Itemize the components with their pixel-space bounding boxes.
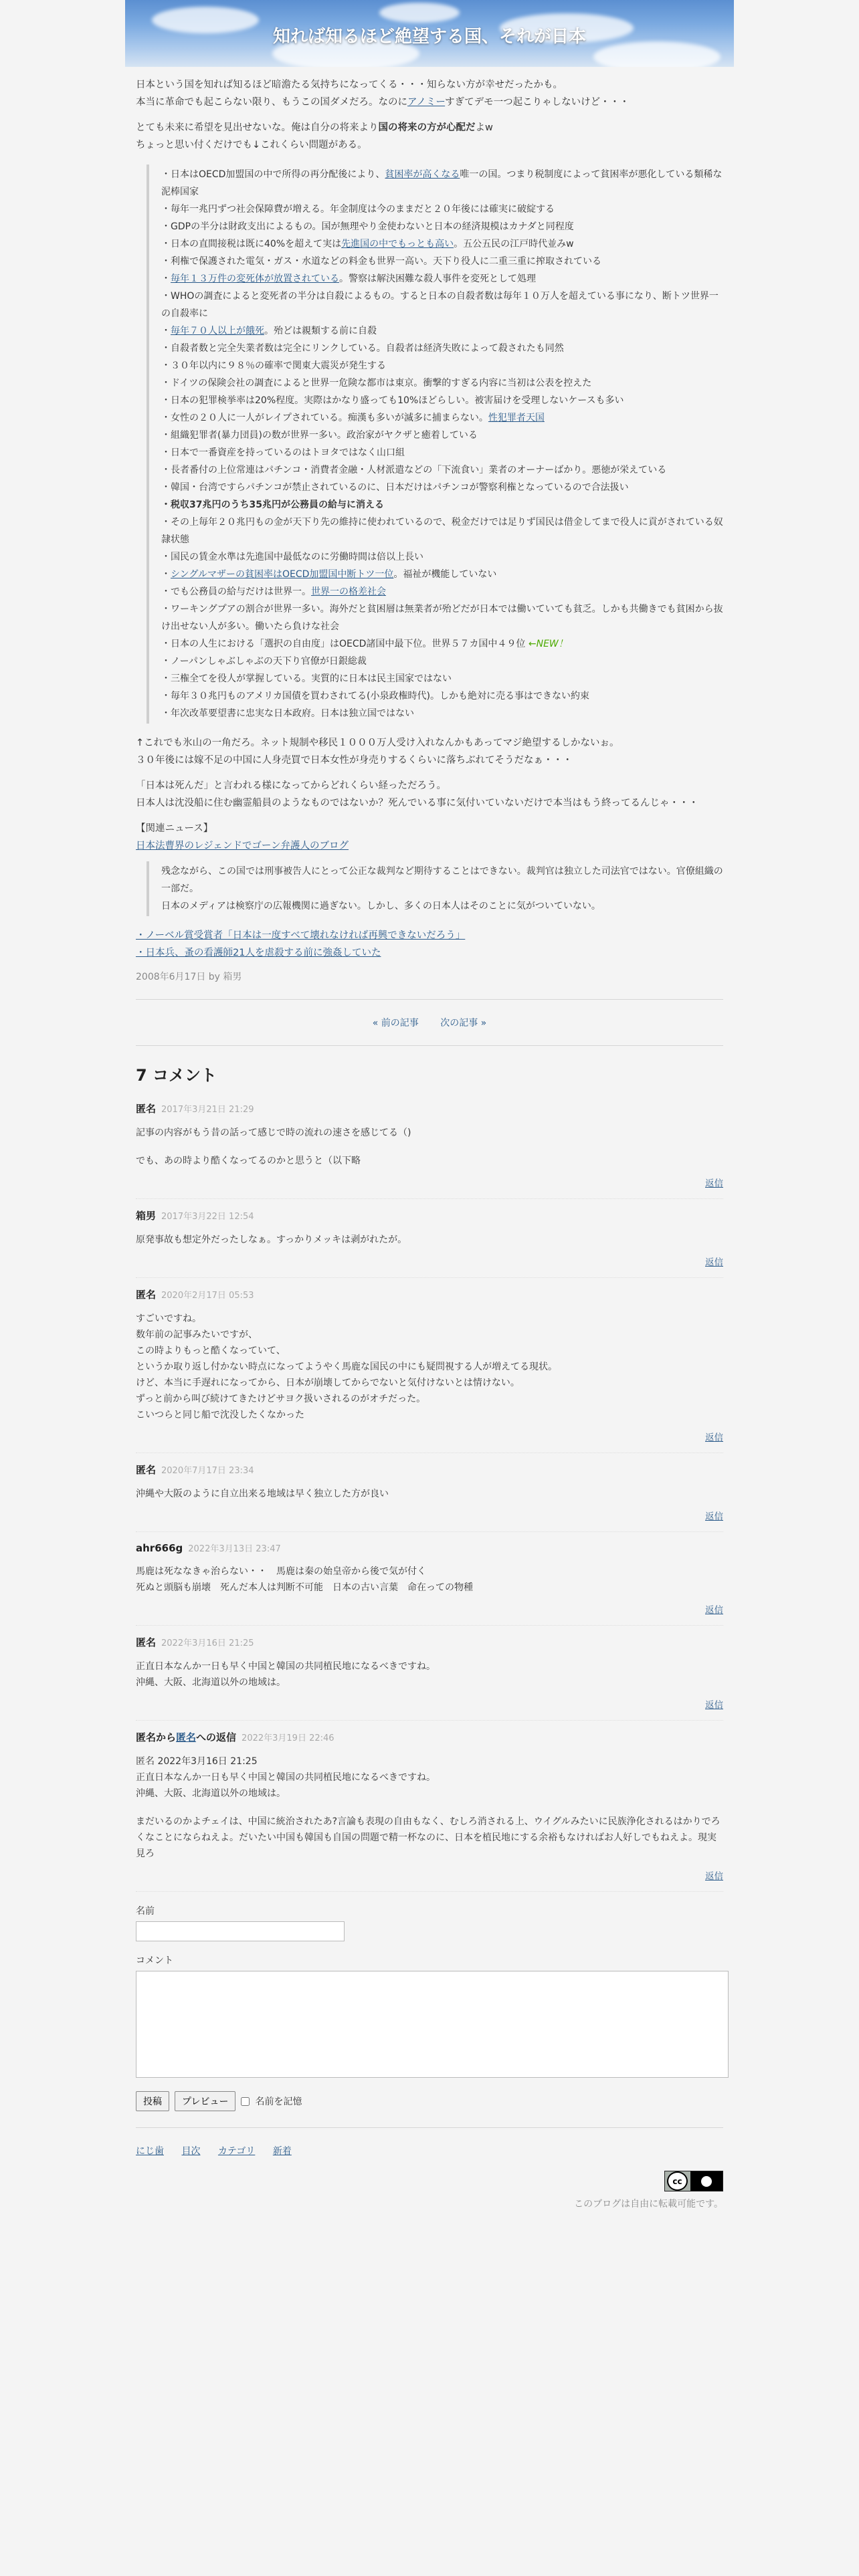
comment-body [136,1564,723,1596]
list-item: ・利権で保護された電気・ガス・水道などの料金も世界一高い。天下り役人に二重三重に搾取されている [161,256,601,267]
related-news-link[interactable]: ・日本兵、蚤の看護師21人を虐殺する前に強姦していた [136,948,381,958]
comment-date: 2017年3月21日 21:29 [161,1105,254,1115]
comment-header [136,1287,723,1301]
comment-author: 匿名 [136,1289,157,1301]
comment-line: というか取り返し付かない時点になってようやく馬鹿な国民の中にも疑問視する人が増えてる現状。 [136,1362,557,1372]
cc-icon: cc [667,2171,688,2191]
comment-reply-row [136,1509,723,1532]
comment-line: でも、あの時より酷くなってるのかと思うと（以下略 [136,1156,361,1166]
attribution-icon [690,2171,723,2191]
list-item: ・GDPの半分は財政支出によるもの。国が無理やり金使わないと日本の経済規模はカナダと同程度 [161,221,574,232]
comment-item [136,1208,723,1278]
divider [136,1045,723,1046]
comment-author: 匿名 [136,1464,157,1476]
list-item: ・長者番付の上位常連はパチンコ・消費者金融・人材派遣などの「下流食い」業者のオーナーばかり。悪徳が栄えている [161,465,667,475]
lead-line: ちょっと思い付くだけでも↓これくらい問題がある。 [136,140,367,150]
inline-link[interactable]: 毎年１３万件の変死体が放置されている [171,274,339,284]
comment-item [136,1101,723,1199]
reply-link[interactable]: 返信 [705,1257,723,1268]
prev-post-link[interactable]: « 前の記事 [372,1018,419,1029]
body-line: ↑これでも氷山の一角だろ。ネット規制や移民１０００万人受け入れなんかもあってマジ絶望するしかないぉ。 [136,738,619,748]
comment-item [136,1635,723,1721]
preview-button[interactable]: プレビュー [175,2091,235,2111]
comment-header [136,1101,723,1115]
inline-link[interactable]: 世界一の格差社会 [311,586,386,597]
reply-link[interactable]: 返信 [705,1511,723,1522]
comment-line: まだいるのかよチェイは、中国に統治されたあ?言論も表現の自由もなく、むしろ消される上、ウイグルみたいに民族浄化されるはかりでろくなことにならねえよ。だいたい中国も韓国も自国の問題で精一杯なのに、日本を植民地にする余裕もなければお人好しでもねえよ。現実見ろ [136,1816,721,1859]
body-line: ３０年後には嫁不足の中国に人身売買で日本女性が身売りするくらいに落ちぶれてそうだなぁ・・・ [136,755,573,766]
page-wrapper [125,0,734,2210]
list-item: ・日本はOECD加盟国の中で所得の再分配後により、貧困率が高くなる唯一の国。つまり税制度によって貧困率が悪化している類稀な泥棒国家 [161,169,723,197]
comment-line: 原発事故も想定外だったしなぁ。すっかりメッキは剥がれたが。 [136,1235,407,1245]
comment-line: 記事の内容がもう昔の話って感じで時の流れの速さを感じてる（) [136,1128,411,1138]
name-label: 名前 [136,1906,155,1917]
comment-reply-row [136,1430,723,1453]
comment-line [136,1802,723,1814]
comment-reply-row [136,1255,723,1278]
remember-label: 名前を記憶 [255,2097,302,2107]
comment-line [136,1141,723,1153]
comment-author: 匿名 [136,1103,157,1115]
comment-line: 沖縄や大阪のように自立出来る地域は早く独立した方が良い [136,1489,389,1499]
list-item: ・日本の直間接税は既に40%を超えて実は先進国の中でもっとも高い。五公五民の江戸時代並みw [161,239,574,249]
list-item: ・税収37兆円のうち35兆円が公務員の給与に消える [161,500,384,510]
divider [136,999,723,1000]
list-item: ・ノーパンしゃぶしゃぶの天下り官僚が日銀総裁 [161,656,367,667]
body-line: 日本人は沈没船に住む幽霊船員のようなものではないか？死んでいる事に気付いていないだけで本当はもう終ってるんじゃ・・・ [136,798,698,809]
anomie-link[interactable]: アノミー [407,97,446,108]
comment-item [136,1541,723,1626]
comment-date: 2020年7月17日 23:34 [161,1466,254,1476]
related-links [136,927,723,962]
related-quote [147,861,723,916]
comment-body [136,1232,723,1248]
lead-bold: 国の将来の方が心配だ [378,122,476,133]
next-post-link[interactable]: 次の記事 » [440,1018,487,1029]
list-item: ・毎年７０人以上が餓死。殆どは親類する前に自殺 [161,326,377,336]
remember-checkbox[interactable] [241,2097,250,2106]
footer-link-index[interactable]: 目次 [181,2146,201,2157]
comment-line: 沖縄、大阪、北海道以外の地域は。 [136,1677,286,1688]
list-item: ・女性の２０人に一人がレイプされている。痴漢も多いが滅多に捕まらない。性犯罪者天国 [161,413,545,423]
article [125,67,734,2210]
comment-textarea[interactable] [136,1971,729,2078]
list-item: ・毎年一兆円ずつ社会保障費が増える。年金制度は今のままだと２０年後には確実に破綻する [161,204,555,215]
footer-link-category[interactable]: カテゴリ [217,2146,256,2157]
lead-line: 本当に革命でも起こらない限り、もうこの国ダメだろ。なのにアノミーすぎてデモ一つ起こりゃしないけど・・・ [136,97,630,108]
list-item: ・日本の人生における「選択の自由度」はOECD諸国中最下位。世界５７カ国中４９位 ←NEW！ [161,639,568,649]
body-line: 「日本は死んだ」と言われる様になってからどれくらい経っただろう。 [136,780,446,791]
comment-date: 2022年3月19日 22:46 [242,1733,335,1743]
comment-line: 沖縄、大阪、北海道以外の地域は。 [136,1788,286,1799]
list-item: ・自殺者数と完全失業者数は完全にリンクしている。自殺者は経済失敗によって殺されたも同然 [161,343,564,354]
article-lead [136,76,723,154]
list-item: ・韓国・台湾ですらパチンコが禁止されているのに、日本だけはパチンコが警察利権となっているので合法扱い [161,482,629,493]
license-area [136,2171,723,2191]
list-item: ・国民の賃金水準は先進国中最低なのに労働時間は倍以上長い [161,552,423,562]
comment-author-tail: への返信 [196,1731,237,1743]
related-heading: 【関連ニュース】 [136,823,213,834]
comment-header [136,1208,723,1222]
comment-line: 死ぬと頭脳も崩壊 死んだ本人は判断不可能 日本の古い言葉 命在っての物種 [136,1582,473,1593]
comment-date: 2022年3月16日 21:25 [161,1638,254,1648]
footer-link-new[interactable]: 新着 [272,2146,292,2157]
comments-title: 7 コメント [136,1066,217,1085]
comment-form [136,1904,723,2111]
comment-body [136,1486,723,1502]
inline-link[interactable]: 先進国の中でもっとも高い [341,239,454,249]
list-item: ・年次改革要望書に忠実な日本政府。日本は独立国ではない [161,708,414,719]
list-item: ・毎年３０兆円ものアメリカ国債を買わされてる(小泉政権時代)。しかも絶対に売る事はできない約束 [161,691,589,702]
reply-link[interactable]: 返信 [705,1871,723,1882]
lead-line: とても未来に希望を見出せないな。俺は自分の将来より国の将来の方が心配だよw [136,122,493,133]
comment-line: 匿名 2022年3月16日 21:25 [136,1756,258,1767]
cloud-decoration [379,3,460,23]
comment-body [136,1125,723,1169]
comment-line: 数年前の記事みたいですが、 [136,1329,258,1340]
list-item: ・組織犯罪者(暴力団員)の数が世界一多い。政治家がヤクザと癒着している [161,430,478,441]
comment-author: ahr666g [136,1542,183,1554]
form-actions [136,2091,723,2111]
header-banner [125,0,734,67]
license-notice: このブログは自由に転載可能です。 [574,2199,723,2210]
inline-link[interactable]: 貧困率が高くなる [385,169,460,180]
related-link[interactable]: 日本法曹界のレジェンドでゴーン弁護人のブログ [136,841,349,851]
comment-author: 箱男 [136,1210,157,1222]
comment-reply-row [136,1697,723,1721]
comment-line: この時よりもっと酷くなっていて、 [136,1346,286,1356]
comment-header [136,1541,723,1554]
list-item: ・ワーキングプアの割合が世界一多い。海外だと貧困層は無業者が殆どだが日本では働いていても貧乏。しかも共働きでも貧困から抜け出せない人が多い。働いたら負けな社会 [161,604,723,632]
comment-reply-row [136,1868,723,1892]
reply-to-link[interactable]: 匿名 [176,1731,197,1743]
related-news-link[interactable]: ・ノーベル賞受賞者「日本は一度すべて壊れなければ再興できないだろう」 [136,930,466,941]
list-item: ・WHOの調査によると変死者の半分は自殺によるもの。すると日本の自殺者数は毎年１０万人を超えている事になり、断トツ世界一の自殺率に [161,291,719,319]
comment-line: すごいですね。 [136,1313,201,1324]
list-item: ・その上毎年２０兆円もの金が天下り先の維持に使われているので、税金だけでは足りず国民は借金してまで役人に貢がされている奴隷状態 [161,517,723,545]
comment-header [136,1635,723,1649]
divider [136,2127,723,2128]
list-item: ・日本で一番資産を持っているのはトヨタではなく山口組 [161,447,405,458]
name-input[interactable] [136,1921,345,1941]
comment-line: 正直日本なんか一日も早く中国と韓国の共同植民地になるべきですね。 [136,1772,436,1783]
inline-link[interactable]: 毎年７０人以上が餓死 [171,326,264,336]
list-item: ・日本の犯罪検挙率は20%程度。実際はかなり盛っても10%ほどらしい。被害届けを受理しないケースも多い [161,395,624,406]
problem-list [147,165,723,724]
creative-commons-badge[interactable] [664,2171,723,2191]
inline-link[interactable]: シングルマザーの貧困率はOECD加盟国中断トツ一位 [171,569,394,580]
post-meta: 2008年6月17日 by 箱男 [136,972,242,982]
comment-author: 匿名 [136,1636,157,1648]
post-navigation [136,1016,723,1029]
inline-link[interactable]: 性犯罪者天国 [488,413,545,423]
list-item: ・毎年１３万件の変死体が放置されている。警察は解決困難な殺人事件を変死として処理 [161,274,536,284]
site-title[interactable]: 知れば知るほど絶望する国、それが日本 [272,27,586,47]
reply-link[interactable]: 返信 [705,1432,723,1443]
comment-list [136,1101,723,1892]
list-item: ・３０年以内に９８％の確率で関東大震災が発生する [161,360,386,371]
footer-nav [136,2144,723,2157]
submit-button[interactable]: 投稿 [136,2091,169,2111]
comment-reply-row [136,1176,723,1199]
new-badge: ←NEW！ [528,639,568,649]
list-item: ・ドイツの保険会社の調査によると世界一危険な都市は東京。衝撃的すぎる内容に当初は公表を控えた [161,378,592,389]
reply-link[interactable]: 返信 [705,1178,723,1189]
quote-line: 残念ながら、この国では刑事被告人にとって公正な裁判など期待することはできない。裁判官は独立した司法官ではない。官僚組織の一部だ。 [161,866,723,894]
list-item: ・シングルマザーの貧困率はOECD加盟国中断トツ一位。福祉が機能していない [161,569,497,580]
comment-date: 2022年3月13日 23:47 [188,1544,281,1554]
lead-line: 日本という国を知れば知るほど暗澹たる気持ちになってくる・・・知らない方が幸せだったかも。 [136,80,563,90]
comment-header [136,1730,723,1744]
comment-date: 2020年2月17日 05:53 [161,1291,254,1301]
comment-header [136,1463,723,1477]
comment-body [136,1311,723,1423]
comment-date: 2017年3月22日 12:54 [161,1212,254,1222]
comment-line: けど、本当に手遅れになってから、日本が崩壊してからでないと気付けないとは情けない。 [136,1378,520,1388]
reply-link[interactable]: 返信 [705,1605,723,1616]
footer-link-home[interactable]: にじ歯 [136,2146,164,2157]
comment-line: 正直日本なんか一日も早く中国と韓国の共同植民地になるべきですね。 [136,1661,436,1672]
comment-line: こいつらと同じ船で沈没したくなかった [136,1410,304,1420]
comment-reply-row [136,1602,723,1626]
comment-body [136,1658,723,1691]
comment-item [136,1287,723,1453]
comment-label: コメント [136,1955,173,1966]
comment-item [136,1730,723,1892]
comment-line: ずっと前から叫び続けてきたけどサヨク扱いされるのがオチだった。 [136,1394,426,1404]
comment-line: 馬鹿は死ななきゃ治らない・・ 馬鹿は秦の始皇帝から後で気が付く [136,1566,426,1577]
article-body [136,734,723,855]
comment-item [136,1463,723,1532]
reply-link[interactable]: 返信 [705,1700,723,1711]
list-item: ・でも公務員の給与だけは世界一。世界一の格差社会 [161,586,386,597]
list-item: ・三権全てを役人が掌握している。実質的に日本は民主国家ではない [161,673,452,684]
comment-author: 匿名から [136,1731,177,1743]
comment-body [136,1753,723,1862]
quote-line: 日本のメディアは検察庁の広報機関に過ぎない。しかし、多くの日本人はそのことに気がついていない。 [161,901,601,911]
